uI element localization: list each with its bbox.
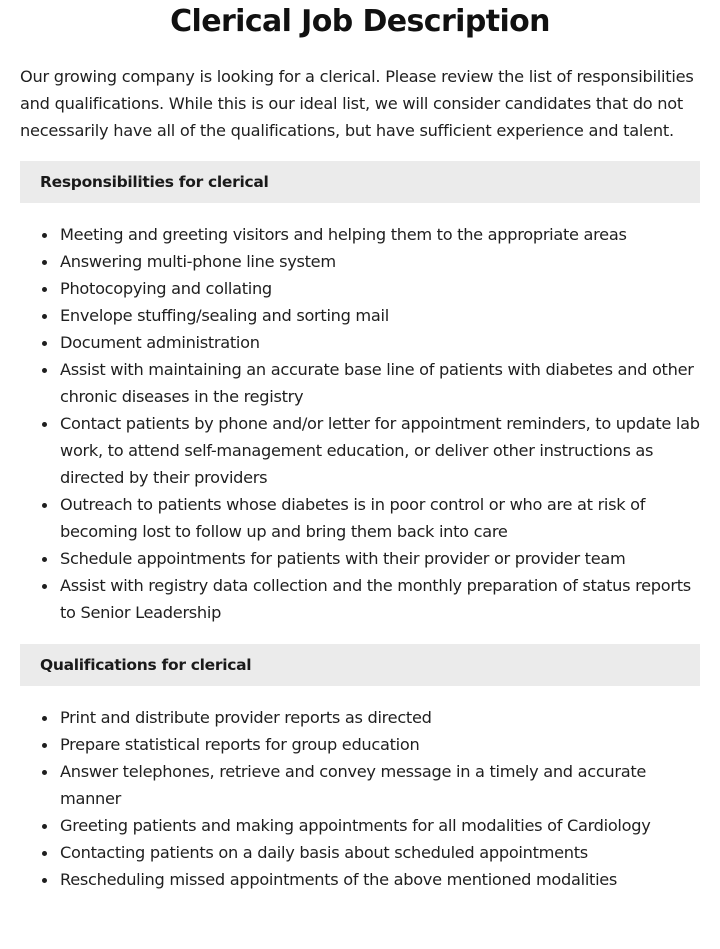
list-item-text: Schedule appointments for patients with their provider or provider team [60, 549, 626, 568]
list-item-text: Contacting patients on a daily basis about scheduled appointments [60, 843, 588, 862]
list-item-text: Print and distribute provider reports as directed [60, 708, 432, 727]
list-item [60, 572, 700, 626]
list-item-text: Meeting and greeting visitors and helping them to the appropriate areas [60, 225, 627, 244]
list-item [60, 758, 700, 812]
list-item [60, 221, 700, 248]
bullet-icon [42, 743, 47, 748]
qualifications-heading: Qualifications for clerical [20, 644, 700, 686]
list-item-text: Assist with maintaining an accurate base line of patients with diabetes and other chronic diseases in the registry [60, 360, 694, 406]
list-item [60, 839, 700, 866]
bullet-icon [42, 314, 47, 319]
bullet-icon [42, 878, 47, 883]
list-item-text: Photocopying and collating [60, 279, 272, 298]
bullet-icon [42, 503, 47, 508]
bullet-icon [42, 584, 47, 589]
bullet-icon [42, 557, 47, 562]
list-item [60, 275, 700, 302]
bullet-icon [42, 233, 47, 238]
list-item [60, 704, 700, 731]
bullet-icon [42, 824, 47, 829]
list-item-text: Answer telephones, retrieve and convey message in a timely and accurate manner [60, 762, 647, 808]
list-item-text: Assist with registry data collection and the monthly preparation of status reports to Senior Leadership [60, 576, 691, 622]
list-item [60, 812, 700, 839]
bullet-icon [42, 851, 47, 856]
bullet-icon [42, 770, 47, 775]
list-item [60, 866, 700, 893]
bullet-icon [42, 716, 47, 721]
list-item-text: Document administration [60, 333, 260, 352]
list-item-text: Greeting patients and making appointments for all modalities of Cardiology [60, 816, 651, 835]
bullet-icon [42, 260, 47, 265]
list-item [60, 248, 700, 275]
bullet-icon [42, 368, 47, 373]
list-item-text: Prepare statistical reports for group education [60, 735, 420, 754]
list-item-text: Rescheduling missed appointments of the above mentioned modalities [60, 870, 618, 889]
page-title: Clerical Job Description [170, 4, 550, 39]
list-item [60, 329, 700, 356]
list-item [60, 302, 700, 329]
list-item [60, 491, 700, 545]
list-item [60, 410, 700, 491]
list-item-text: Answering multi-phone line system [60, 252, 336, 271]
list-item [60, 356, 700, 410]
responsibilities-heading: Responsibilities for clerical [20, 161, 700, 203]
list-item [60, 545, 700, 572]
intro-paragraph: Our growing company is looking for a clerical. Please review the list of responsibilities and qualifications. While this is our ideal list, we will consider candidates that do not necessarily have all of the qualifications, but have sufficient experience and talent. [20, 67, 694, 140]
list-item-text: Contact patients by phone and/or letter for appointment reminders, to update lab work, to attend self-management education, or deliver other instructions as directed by their providers [60, 414, 700, 487]
bullet-icon [42, 287, 47, 292]
list-item [60, 731, 700, 758]
qualifications-list [20, 704, 700, 893]
list-item-text: Outreach to patients whose diabetes is in poor control or who are at risk of becoming lost to follow up and bring them back into care [60, 495, 646, 541]
bullet-icon [42, 341, 47, 346]
bullet-icon [42, 422, 47, 427]
list-item-text: Envelope stuffing/sealing and sorting mail [60, 306, 389, 325]
responsibilities-list [20, 221, 700, 626]
